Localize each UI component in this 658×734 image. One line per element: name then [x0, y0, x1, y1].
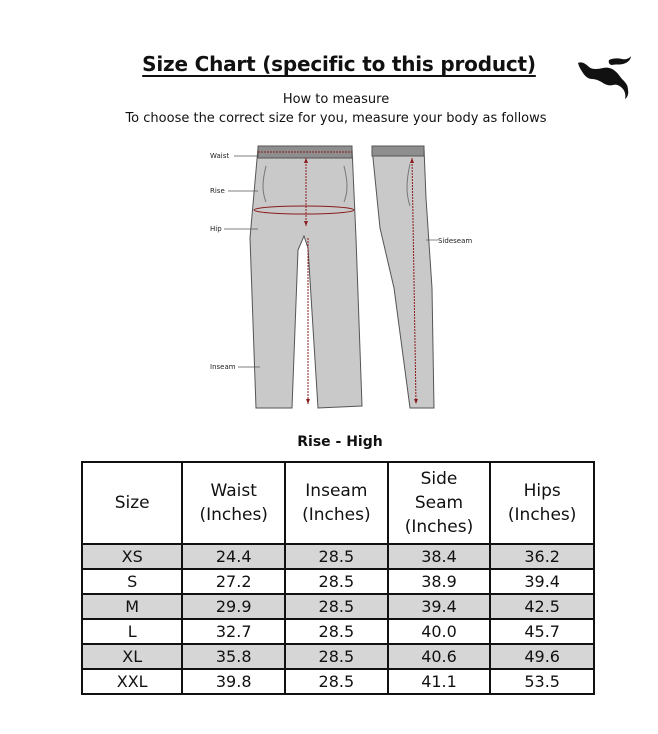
cell-waist: 32.7: [182, 619, 285, 644]
page-title: Size Chart (specific to this product): [142, 52, 536, 76]
cell-side-seam: 38.4: [388, 544, 491, 569]
header-side-seam: Side Seam (Inches): [388, 462, 491, 544]
header-inseam: Inseam (Inches): [285, 462, 388, 544]
front-pants: [224, 146, 362, 408]
cell-hips: 49.6: [490, 644, 594, 669]
cell-hips: 36.2: [490, 544, 594, 569]
table-row: [82, 569, 594, 594]
cell-inseam: 28.5: [285, 669, 388, 694]
cell-inseam: 28.5: [285, 544, 388, 569]
cell-hips: 45.7: [490, 619, 594, 644]
cell-hips: 42.5: [490, 594, 594, 619]
how-to-measure-heading: How to measure: [282, 92, 390, 107]
cell-hips: 39.4: [490, 569, 594, 594]
pants-measure-diagram: [200, 138, 490, 420]
cell-side-seam: 40.0: [388, 619, 491, 644]
hip-label: Hip: [210, 225, 222, 233]
cell-waist: 39.8: [182, 669, 285, 694]
inseam-label: Inseam: [210, 363, 236, 371]
cell-size: M: [82, 594, 182, 619]
cell-inseam: 28.5: [285, 594, 388, 619]
header-hips: Hips (Inches): [490, 462, 594, 544]
cell-size: L: [82, 619, 182, 644]
cell-waist: 29.9: [182, 594, 285, 619]
side-pants: [372, 146, 438, 408]
cell-hips: 53.5: [490, 669, 594, 694]
cell-size: XL: [82, 644, 182, 669]
cell-waist: 27.2: [182, 569, 285, 594]
waist-label: Waist: [210, 152, 230, 160]
cell-size: S: [82, 569, 182, 594]
cell-side-seam: 40.6: [388, 644, 491, 669]
rise-label: Rise: [210, 187, 225, 195]
header-size: Size: [82, 462, 182, 544]
cell-side-seam: 39.4: [388, 594, 491, 619]
cell-size: XXL: [82, 669, 182, 694]
rise-type-label: Rise - High: [297, 434, 383, 450]
cell-side-seam: 41.1: [388, 669, 491, 694]
sideseam-label: Sideseam: [438, 237, 473, 245]
cell-inseam: 28.5: [285, 644, 388, 669]
cell-side-seam: 38.9: [388, 569, 491, 594]
cell-size: XS: [82, 544, 182, 569]
table-row: [82, 644, 594, 669]
table-row: [82, 594, 594, 619]
table-row: [82, 669, 594, 694]
table-row: [82, 544, 594, 569]
cell-waist: 24.4: [182, 544, 285, 569]
cell-inseam: 28.5: [285, 619, 388, 644]
table-header-row: [82, 462, 594, 544]
size-chart-table: [81, 461, 595, 695]
header-waist: Waist (Inches): [182, 462, 285, 544]
table-row: [82, 619, 594, 644]
instruction-text: To choose the correct size for you, measure your body as follows: [125, 111, 547, 126]
cell-inseam: 28.5: [285, 569, 388, 594]
cell-waist: 35.8: [182, 644, 285, 669]
